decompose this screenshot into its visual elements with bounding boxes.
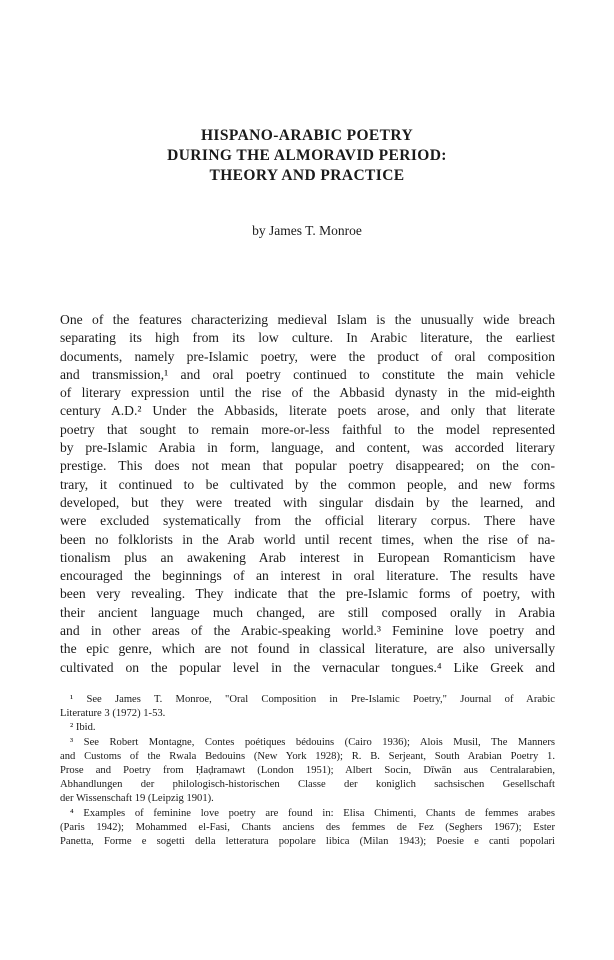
author-byline: by James T. Monroe	[252, 223, 362, 238]
body-line: poetry that sought to remain more-or-less faithful to the model represented	[60, 421, 555, 437]
body-line: tionalism plus an awakening Arab interest in European Romanticism have	[60, 549, 555, 565]
body-line: separating its high from its low culture. In Arabic literature, the earliest	[60, 330, 555, 346]
body-line: One of the features characterizing medieval Islam is the unusually wide breach	[60, 312, 555, 327]
body-line: been no folklorists in the Arab world until recent times, when the rise of na-	[60, 531, 555, 547]
body-line: prestige. This does not mean that popular poetry disappeared; on the con-	[60, 458, 555, 474]
footnote-line: Prose and Poetry from Ḥaḍramawt (London 1951); Albert Socin, Dīwān aus Centralarabien,	[60, 765, 555, 777]
footnote-line: Literature 3 (1972) 1-53.	[60, 708, 166, 720]
footnote-line: (Paris 1942); Mohammed el-Fasi, Chants anciens des femmes de Fez (Seghers 1967); Ester	[60, 821, 555, 833]
body-line: trary, it continued to be cultivated by the common people, and new forms	[60, 476, 555, 492]
body-line: century A.D.² Under the Abbasids, literate poets arose, and only that literate	[60, 403, 555, 419]
body-line: and transmission,¹ and oral poetry continued to constitute the main vehicle	[60, 366, 555, 382]
body-line: documents, namely pre-Islamic poetry, were the product of oral composition	[60, 348, 555, 364]
body-line: and in other areas of the Arabic-speaking world.³ Feminine love poetry and	[60, 623, 555, 639]
title-line-3: THEORY AND PRACTICE	[209, 167, 405, 184]
footnote-line: ⁴ Examples of feminine love poetry are found in: Elisa Chimenti, Chants de femmes arabes	[70, 807, 555, 819]
footnote-line: der Wissenschaft 19 (Leipzig 1901).	[60, 793, 214, 805]
body-line: the epic genre, which are not found in classical literature, are also universally	[60, 641, 555, 657]
footnote-line: Abhandlungen der philologisch-historischen Classe der koniglich sachsischen Gesellschaft	[60, 779, 555, 791]
footnote-line: ¹ See James T. Monroe, "Oral Composition in Pre-Islamic Poetry," Journal of Arabic	[70, 694, 555, 705]
body-line: encouraged the beginnings of an interest in oral literature. The results have	[60, 568, 555, 584]
footnotes	[60, 693, 555, 849]
article-title	[0, 126, 614, 186]
body-line: of literary expression until the rise of the Abbasid dynasty in the mid-eighth	[60, 385, 555, 401]
footnote-line: ² Ibid.	[70, 722, 96, 734]
title-line-2: DURING THE ALMORAVID PERIOD:	[167, 147, 447, 164]
title-line-1: HISPANO-ARABIC POETRY	[200, 127, 414, 144]
body-line: developed, but they were treated with singular disdain by the learned, and	[60, 494, 555, 510]
body-line: their ancient language much changed, are still composed orally in Arabia	[60, 604, 555, 620]
body-line: been very revealing. They indicate that the pre-Islamic forms of poetry, with	[60, 586, 555, 602]
body-text	[60, 311, 555, 677]
body-line: cultivated on the popular level in the vernacular tongues.⁴ Like Greek and	[60, 659, 555, 675]
footnote-line: Panetta, Forme e sogetti della letteratura popolare libica (Milan 1943); Poesie e canti popolari	[60, 836, 555, 848]
body-line: were excluded systematically from the official literary corpus. There have	[60, 513, 555, 529]
footnote-line: and Customs of the Rwala Bedouins (New York 1928); R. B. Serjeant, South Arabian Poetry 1.	[60, 750, 555, 762]
body-line: by pre-Islamic Arabia in form, language, and content, was accorded literary	[60, 440, 555, 456]
footnote-line: ³ See Robert Montagne, Contes poétiques bédouins (Cairo 1936); Alois Musil, The Manners	[70, 736, 555, 748]
